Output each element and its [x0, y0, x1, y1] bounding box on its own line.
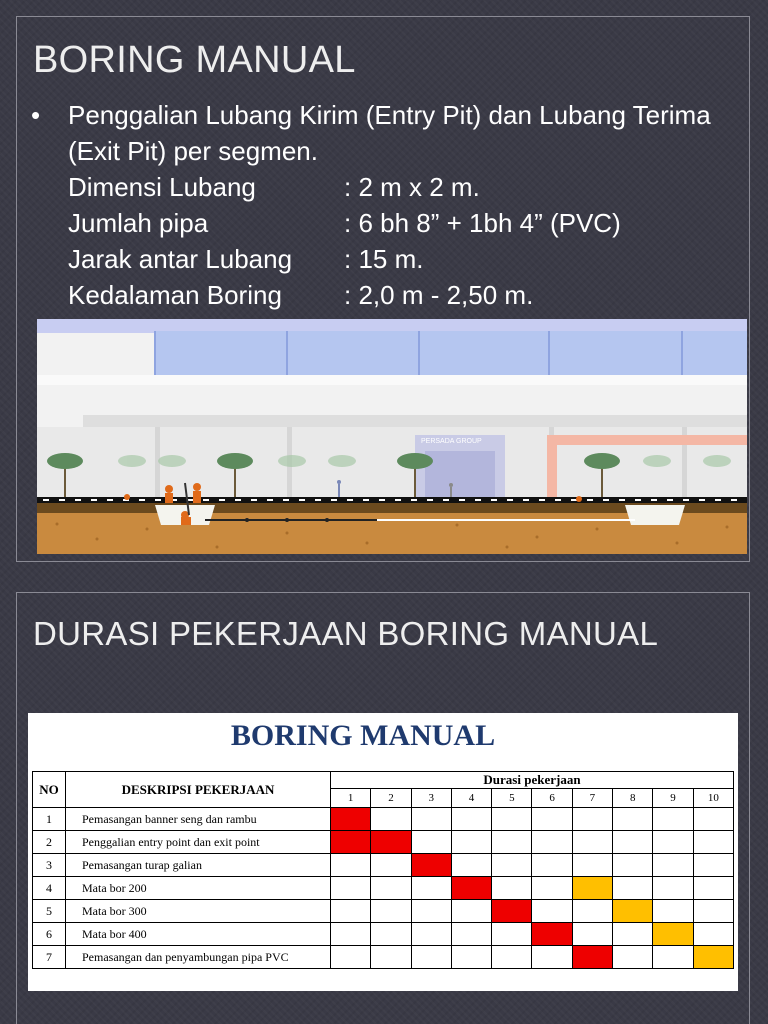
gantt-cell — [411, 808, 451, 831]
day-header: 10 — [693, 789, 733, 808]
gantt-cell — [532, 877, 572, 900]
gantt-cell — [492, 854, 532, 877]
gantt-cell — [613, 877, 653, 900]
gantt-cell — [451, 946, 491, 969]
row-number: 4 — [33, 877, 66, 900]
table-row — [33, 831, 734, 854]
gantt-cell — [451, 923, 491, 946]
gantt-cell — [411, 831, 451, 854]
spec-row — [68, 277, 731, 313]
building-sign: PERSADA GROUP — [421, 438, 482, 445]
header-duration: Durasi pekerjaan — [331, 772, 734, 789]
row-number: 5 — [33, 900, 66, 923]
gantt-chart — [28, 713, 738, 991]
spec-label: Dimensi Lubang — [68, 172, 256, 202]
gantt-cell — [532, 854, 572, 877]
gantt-cell — [653, 946, 693, 969]
gantt-cell — [451, 831, 491, 854]
gantt-cell — [371, 877, 411, 900]
gantt-cell — [492, 877, 532, 900]
gantt-cell — [572, 900, 612, 923]
gantt-title: BORING MANUAL — [230, 719, 496, 752]
gantt-cell — [411, 877, 451, 900]
spec-label: Jarak antar Lubang — [68, 244, 293, 274]
gantt-cell — [613, 808, 653, 831]
gantt-cell — [693, 923, 733, 946]
slide-title: BORING MANUAL — [33, 39, 356, 81]
day-header: 6 — [532, 789, 572, 808]
gantt-cell — [331, 900, 371, 923]
gantt-cell — [653, 877, 693, 900]
header-description: DESKRIPSI PEKERJAAN — [66, 772, 331, 808]
gantt-cell — [331, 854, 371, 877]
row-description: Pemasangan turap galian — [66, 854, 331, 877]
row-number: 3 — [33, 854, 66, 877]
gantt-cell — [572, 808, 612, 831]
spec-value: : 15 m. — [344, 244, 424, 274]
row-description: Penggalian entry point dan exit point — [66, 831, 331, 854]
table-row — [33, 854, 734, 877]
gantt-cell — [532, 946, 572, 969]
bullet-marker: • — [31, 100, 41, 130]
gantt-bar-cell — [371, 831, 411, 854]
gantt-bar-cell — [532, 923, 572, 946]
gantt-cell — [331, 877, 371, 900]
gantt-cell — [572, 923, 612, 946]
gantt-cell — [371, 900, 411, 923]
gantt-cell — [492, 946, 532, 969]
day-header: 7 — [572, 789, 612, 808]
gantt-cell — [532, 808, 572, 831]
spec-label: Jumlah pipa — [68, 208, 209, 238]
table-row — [33, 877, 734, 900]
gantt-cell — [532, 900, 572, 923]
gantt-cell — [613, 831, 653, 854]
bullet-text: Penggalian Lubang Kirim (Entry Pit) dan Lubang Terima (Exit Pit) per segmen. — [68, 100, 711, 166]
day-header: 5 — [492, 789, 532, 808]
day-header: 3 — [411, 789, 451, 808]
gantt-cell — [693, 877, 733, 900]
gantt-bar-cell — [331, 808, 371, 831]
day-header: 8 — [613, 789, 653, 808]
gantt-cell — [693, 808, 733, 831]
gantt-cell — [693, 900, 733, 923]
row-number: 7 — [33, 946, 66, 969]
gantt-cell — [371, 854, 411, 877]
gantt-cell — [411, 946, 451, 969]
gantt-cell — [492, 923, 532, 946]
gantt-bar-cell — [693, 946, 733, 969]
gantt-cell — [653, 831, 693, 854]
row-number: 6 — [33, 923, 66, 946]
spec-value: : 6 bh 8” + 1bh 4” (PVC) — [344, 208, 621, 238]
gantt-cell — [451, 854, 491, 877]
row-number: 2 — [33, 831, 66, 854]
gantt-bar-cell — [492, 900, 532, 923]
day-header: 4 — [451, 789, 491, 808]
spec-row — [68, 169, 731, 205]
slide-boring-manual — [16, 16, 750, 562]
gantt-cell — [572, 831, 612, 854]
day-header: 1 — [331, 789, 371, 808]
gantt-body — [33, 808, 734, 969]
gantt-bar-cell — [451, 877, 491, 900]
spec-value: : 2 m x 2 m. — [344, 172, 480, 202]
gantt-cell — [653, 808, 693, 831]
gantt-cell — [411, 923, 451, 946]
gantt-cell — [492, 808, 532, 831]
row-description: Mata bor 400 — [66, 923, 331, 946]
gantt-cell — [451, 808, 491, 831]
gantt-bar-cell — [572, 877, 612, 900]
gantt-cell — [613, 946, 653, 969]
gantt-bar-cell — [331, 831, 371, 854]
gantt-cell — [451, 900, 491, 923]
slide-durasi-pekerjaan — [16, 592, 750, 1024]
bullet-list — [31, 97, 731, 313]
gantt-bar-cell — [411, 854, 451, 877]
row-description: Pemasangan banner seng dan rambu — [66, 808, 331, 831]
gantt-cell — [693, 831, 733, 854]
gantt-bar-cell — [572, 946, 612, 969]
table-row — [33, 946, 734, 969]
gantt-cell — [492, 831, 532, 854]
gantt-cell — [411, 900, 451, 923]
spec-value: : 2,0 m - 2,50 m. — [344, 280, 534, 310]
row-description: Mata bor 300 — [66, 900, 331, 923]
gantt-cell — [653, 900, 693, 923]
row-description: Pemasangan dan penyambungan pipa PVC — [66, 946, 331, 969]
spec-list — [31, 169, 731, 313]
table-row — [33, 808, 734, 831]
gantt-cell — [613, 854, 653, 877]
slide-title: DURASI PEKERJAAN BORING MANUAL — [33, 615, 659, 652]
day-header: 9 — [653, 789, 693, 808]
spec-label: Kedalaman Boring — [68, 280, 282, 310]
table-row — [33, 900, 734, 923]
gantt-cell — [653, 854, 693, 877]
gantt-cell — [532, 831, 572, 854]
boring-illustration — [37, 319, 747, 554]
gantt-table — [32, 771, 734, 969]
gantt-cell — [693, 854, 733, 877]
gantt-bar-cell — [653, 923, 693, 946]
table-row — [33, 923, 734, 946]
gantt-cell — [331, 923, 371, 946]
spec-row — [68, 205, 731, 241]
row-description: Mata bor 200 — [66, 877, 331, 900]
header-no: NO — [33, 772, 66, 808]
gantt-cell — [613, 923, 653, 946]
gantt-cell — [371, 946, 411, 969]
gantt-cell — [572, 854, 612, 877]
spec-row — [68, 241, 731, 277]
gantt-bar-cell — [613, 900, 653, 923]
gantt-cell — [371, 923, 411, 946]
row-number: 1 — [33, 808, 66, 831]
day-header: 2 — [371, 789, 411, 808]
gantt-cell — [331, 946, 371, 969]
gantt-cell — [371, 808, 411, 831]
